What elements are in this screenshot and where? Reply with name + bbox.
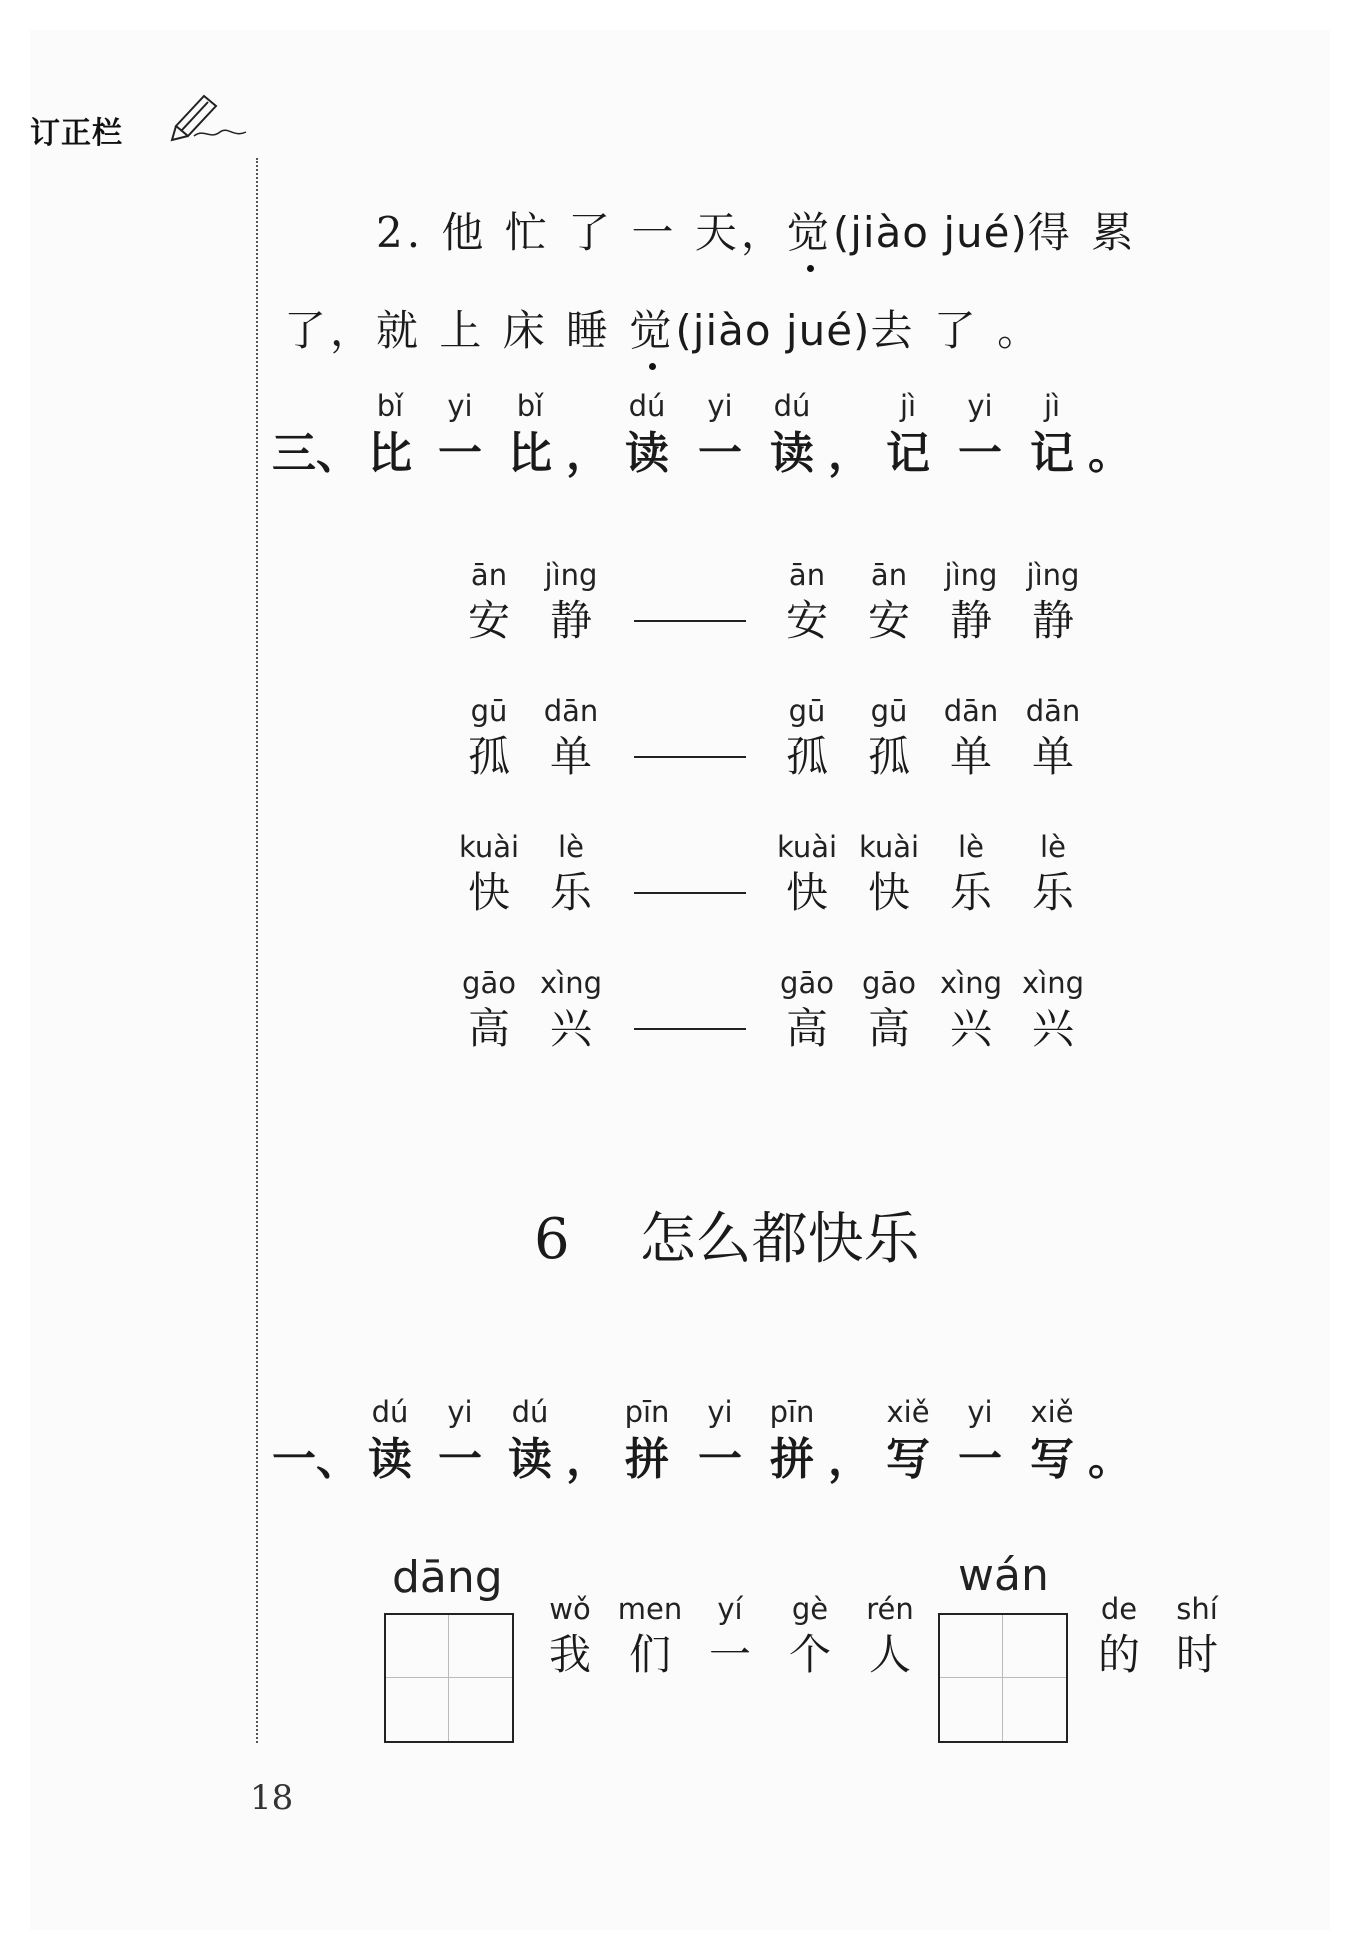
hanzi: 一 [958,1434,1002,1485]
pinyin-character [448,692,530,784]
pinyin: dān [1025,694,1081,728]
hanzi: 记 [1030,428,1074,479]
hanzi: 孤 [867,732,910,781]
pinyin-character [944,1392,1016,1488]
pinyin: xìng [1021,966,1084,1000]
hanzi: 安 [867,596,910,645]
pinyin-character [1012,556,1094,648]
pinyin-character [1088,386,1132,482]
pinyin-character [530,828,612,920]
hanzi: 安 [785,596,828,645]
pinyin-character [530,556,612,648]
pinyin-character [848,692,930,784]
word-pair-row [448,964,1094,1056]
q2-text: 去 了 。 [870,306,1044,355]
pinyin: lè [1040,830,1066,864]
pinyin-character [850,1590,930,1682]
pinyin: kuài [458,830,520,864]
hanzi: 一 [698,1434,742,1485]
pinyin: yi [967,389,993,423]
hanzi: 兴 [949,1004,992,1053]
pinyin-character [354,1392,426,1488]
hanzi: 乐 [549,868,592,917]
word-pair-row [448,556,1094,648]
margin-divider [256,158,258,1743]
pinyin-character [1016,1392,1088,1488]
sentence-middle [530,1590,930,1682]
pinyin: wǒ [549,1592,591,1626]
pinyin: jì [899,389,917,423]
pinyin-character [848,964,930,1056]
lesson-name: 怎么都快乐 [639,1207,920,1272]
lesson-number: 6 [534,1207,570,1272]
pinyin-character [930,692,1012,784]
pinyin-character [530,692,612,784]
pinyin: dú [511,1395,549,1429]
correction-column-label: 订正栏 [30,116,123,151]
q2-text: 得 累 [1027,208,1138,257]
pinyin-character [610,1392,684,1488]
hanzi: 写 [886,1434,930,1485]
pinyin-character [766,692,848,784]
hanzi: 写 [1030,1434,1074,1485]
hanzi: 读 [770,428,814,479]
hanzi: 拼 [770,1434,814,1485]
hanzi: 单 [949,732,992,781]
hanzi: 一、 [272,1434,360,1485]
pinyin-character [848,556,930,648]
pinyin-character [872,1392,944,1488]
pinyin-character [426,1392,494,1488]
hanzi: 一 [438,428,482,479]
dash-separator [634,1028,746,1030]
pinyin-character [610,1590,690,1682]
pinyin: jìng [1026,558,1080,592]
pinyin: de [1100,1592,1138,1626]
pinyin-character [494,1392,566,1488]
hanzi: 单 [549,732,592,781]
hanzi: 静 [1031,596,1074,645]
pinyin: pīn [769,1395,815,1429]
hanzi: 比 [508,428,552,479]
section-3-heading [272,386,1132,482]
heading-row [272,1392,1132,1488]
pinyin-character [272,386,360,482]
hanzi: 读 [368,1434,412,1485]
hanzi: ， [828,1434,872,1485]
pinyin-character [766,964,848,1056]
question-2-line-1 [376,200,1137,260]
pinyin: ān [788,558,826,592]
dash-separator [634,756,746,758]
hanzi: 快 [867,868,910,917]
hanzi: 记 [886,428,930,479]
pinyin-character [1158,1590,1236,1682]
pinyin-character [756,386,828,482]
word-pair-row [448,692,1094,784]
pinyin: gāo [780,966,834,1000]
pinyin-character [1012,964,1094,1056]
pinyin-character [828,386,872,482]
hanzi: 单 [1031,732,1074,781]
box-1-pinyin: dāng [392,1552,503,1603]
writing-box-1[interactable] [384,1613,514,1743]
pinyin-character [1012,828,1094,920]
pinyin-character [1088,1392,1132,1488]
hanzi: 一 [958,428,1002,479]
hanzi: 读 [625,428,669,479]
hanzi: ， [828,428,872,479]
dash-separator [634,620,746,622]
pinyin: jì [1043,389,1061,423]
pinyin: yí [717,1592,743,1626]
question-2-line-2 [284,298,1043,358]
hanzi: 安 [467,596,510,645]
pinyin: xiě [886,1395,930,1429]
hanzi: 静 [949,596,992,645]
pinyin: xìng [939,966,1002,1000]
pinyin-character [566,1392,610,1488]
pinyin-character [930,964,1012,1056]
pinyin: gū [470,694,508,728]
hanzi: 人 [868,1630,911,1679]
hanzi: 静 [549,596,592,645]
pinyin: gū [870,694,908,728]
pinyin-character [272,1392,360,1488]
pinyin: pīn [624,1395,670,1429]
hanzi: 读 [508,1434,552,1485]
pinyin: rén [866,1592,914,1626]
hanzi: ， [566,428,610,479]
hanzi: 快 [785,868,828,917]
pinyin: ān [870,558,908,592]
pinyin: men [617,1592,683,1626]
pinyin: ān [470,558,508,592]
pencil-icon [170,88,250,148]
pinyin: xiě [1030,1395,1074,1429]
pinyin-character [426,386,494,482]
pinyin-character [448,556,530,648]
pinyin-character [610,386,684,482]
pinyin: yi [707,1395,733,1429]
pinyin-character [848,828,930,920]
pinyin-character [448,828,530,920]
hanzi: 三、 [272,428,360,479]
hanzi: 孤 [785,732,828,781]
pinyin: yi [707,389,733,423]
hanzi: 。 [1088,1434,1132,1485]
pinyin-character [930,828,1012,920]
hanzi: 高 [867,1004,910,1053]
pinyin: yi [967,1395,993,1429]
hanzi: 个 [788,1630,831,1679]
pinyin: dú [773,389,811,423]
pinyin: dú [371,1395,409,1429]
pinyin: bǐ [376,389,404,423]
hanzi: 乐 [949,868,992,917]
pinyin-character [448,964,530,1056]
pinyin: dú [628,389,666,423]
pinyin: gāo [462,966,516,1000]
pinyin: gū [788,694,826,728]
hanzi: 一 [708,1630,751,1679]
pinyin-character [494,386,566,482]
pinyin-character [1016,386,1088,482]
hanzi: 一 [698,428,742,479]
hanzi: 一 [438,1434,482,1485]
pinyin-character [828,1392,872,1488]
heading-row [272,386,1132,482]
pinyin-character [1012,692,1094,784]
hanzi: 兴 [549,1004,592,1053]
hanzi: 我 [548,1630,591,1679]
sentence-end [1080,1590,1236,1682]
pinyin: gè [791,1592,829,1626]
pinyin-character [766,828,848,920]
hanzi: 乐 [1031,868,1074,917]
pinyin: kuài [776,830,838,864]
pinyin-character [770,1590,850,1682]
hanzi: 拼 [625,1434,669,1485]
q2-text: 了，就 上 床 睡 [284,306,630,355]
hanzi: 时 [1175,1630,1218,1679]
pinyin: jìng [544,558,598,592]
hanzi: 的 [1097,1630,1140,1679]
pinyin-character [756,1392,828,1488]
pinyin-character [872,386,944,482]
pinyin-character [530,1590,610,1682]
pinyin-character [944,386,1016,482]
pinyin: kuài [858,830,920,864]
pinyin-character [1080,1590,1158,1682]
hanzi: 高 [467,1004,510,1053]
pinyin-character [354,386,426,482]
pinyin-character [530,964,612,1056]
hanzi: 兴 [1031,1004,1074,1053]
page-number: 18 [250,1778,294,1818]
pinyin-character [684,1392,756,1488]
hanzi: 比 [368,428,412,479]
pinyin-character [566,386,610,482]
pinyin-choices: (jiào jué) [675,306,871,355]
dash-separator [634,892,746,894]
pinyin: lè [558,830,584,864]
pinyin-character [684,386,756,482]
q2-text: 2. 他 忙 了 一 天， [376,208,787,257]
pinyin: dān [543,694,599,728]
pinyin: shí [1176,1592,1218,1626]
pinyin-choices: (jiào jué) [832,208,1028,257]
word-pair-row [448,828,1094,920]
pinyin: lè [958,830,984,864]
pinyin: xìng [539,966,602,1000]
pinyin: bǐ [516,389,544,423]
hanzi: 们 [628,1630,671,1679]
box-2-pinyin: wán [958,1550,1049,1601]
pinyin-character [930,556,1012,648]
hanzi: ， [566,1434,610,1485]
hanzi: 快 [467,868,510,917]
pinyin: jìng [944,558,998,592]
pinyin: yi [447,389,473,423]
hanzi: 孤 [467,732,510,781]
lesson-title [534,1195,920,1275]
dotted-character: 觉 [629,298,675,358]
pinyin-character [690,1590,770,1682]
pinyin: dān [943,694,999,728]
pinyin: yi [447,1395,473,1429]
hanzi: 高 [785,1004,828,1053]
writing-box-2[interactable] [938,1613,1068,1743]
section-1-heading [272,1392,1132,1488]
hanzi: 。 [1088,428,1132,479]
pinyin: gāo [862,966,916,1000]
pinyin-character [766,556,848,648]
dotted-character: 觉 [787,200,833,260]
